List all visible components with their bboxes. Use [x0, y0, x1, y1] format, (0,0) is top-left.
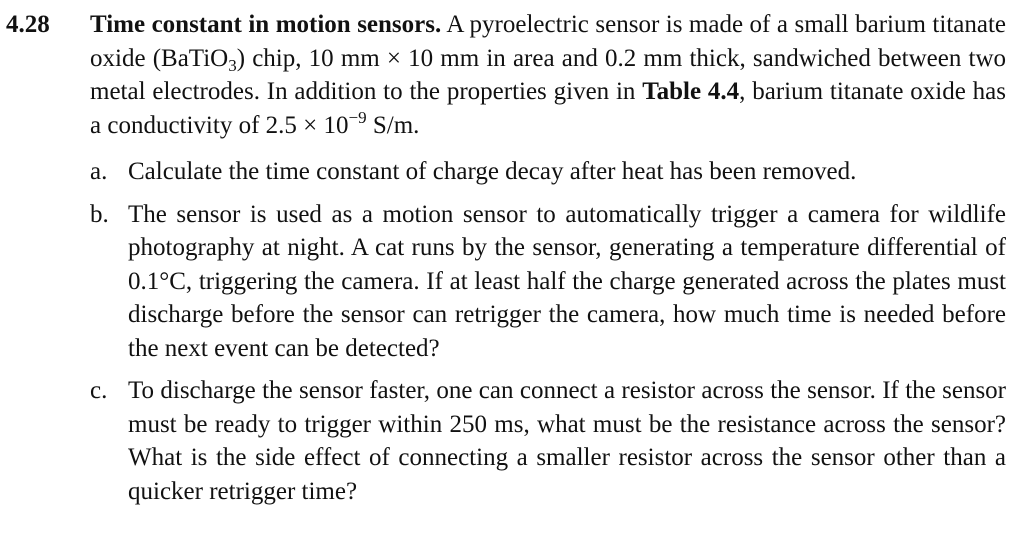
part-text: To discharge the sensor faster, one can connect a resistor across the sensor. If the sensor must be ready to trigger within 250 ms, what must be the resistance across the sensor? What is the side effect of connecting a smaller resistor across the sensor other than a quicker retrigger time?: [128, 377, 1006, 505]
part-label: b.: [90, 200, 109, 228]
stem-text-3: , barium titanate oxide has a conductivity of 2.5 × 10: [90, 78, 1006, 139]
part-c: [90, 374, 1006, 508]
part-b: [90, 198, 1006, 366]
part-text: The sensor is used as a motion sensor to automatically trigger a camera for wildlife photography at night. A cat runs by the sensor, generating a temperature differential of 0.1°C, triggering the camera. If at least half the charge generated across the plates must discharge before the sensor can retrigger the camera, how much time is needed before the next event can be detected?: [128, 200, 1006, 362]
problem-4-28: [6, 8, 1006, 517]
stem-text-4: S/m.: [366, 111, 420, 139]
problem-title: Time constant in motion sensors.: [90, 11, 442, 38]
part-text: Calculate the time constant of charge decay after heat has been removed.: [128, 158, 857, 185]
table-reference: Table 4.4: [642, 78, 740, 105]
part-label: a.: [90, 158, 108, 185]
stem-superscript: −9: [348, 107, 367, 127]
problem-parts: [90, 155, 1006, 508]
stem-text-2: ) chip, 10 mm × 10 mm in area and 0.2 mm thick, sandwiched between two metal electrodes. In addition to the properties given in: [90, 44, 1007, 105]
part-a: [90, 155, 1006, 189]
stem-text-1: A pyroelectric sensor is made of a small barium titanate oxide (BaTiO: [90, 11, 1006, 72]
stem-subscript: 3: [228, 55, 237, 75]
part-label: c.: [90, 377, 108, 404]
problem-number: 4.28: [6, 11, 50, 38]
problem-stem: [90, 8, 1006, 142]
